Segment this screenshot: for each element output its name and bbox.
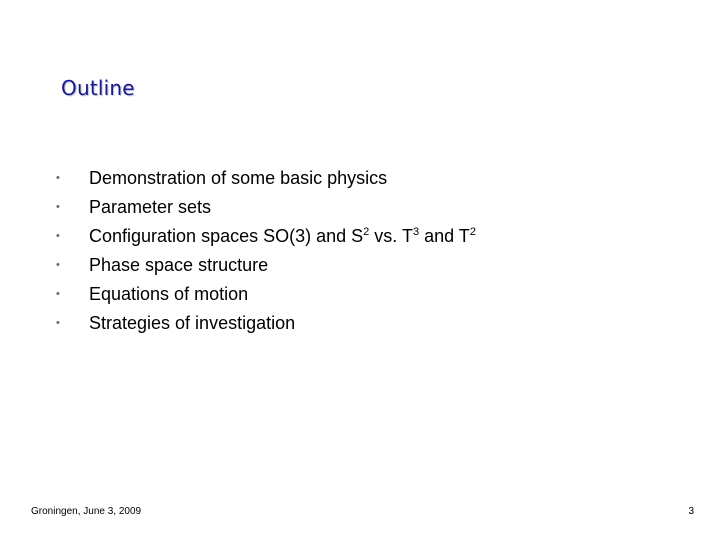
bullet-icon: • bbox=[56, 317, 60, 329]
bullet-item-configuration-spaces bbox=[56, 222, 476, 251]
bullet-item-parameter-sets bbox=[56, 193, 476, 222]
bullet-text-part-b: vs. T bbox=[369, 226, 413, 246]
superscript-s: 2 bbox=[363, 226, 370, 238]
bullet-text: Strategies of investigation bbox=[89, 313, 296, 333]
superscript-t3: 3 bbox=[412, 226, 420, 238]
bullet-icon: • bbox=[56, 288, 60, 300]
bullet-icon: • bbox=[56, 201, 60, 213]
bullet-text-part-c: and T bbox=[419, 226, 470, 246]
bullet-text-part-a: Configuration spaces SO(3) and S bbox=[89, 226, 364, 246]
bullet-text: Parameter sets bbox=[89, 197, 212, 217]
bullet-icon: • bbox=[56, 172, 60, 184]
bullet-text: Phase space structure bbox=[89, 255, 269, 275]
bullet-icon: • bbox=[56, 259, 60, 271]
bullet-item-phase-space bbox=[56, 251, 476, 280]
bullet-list bbox=[56, 164, 476, 338]
footer-location-date: Groningen, June 3, 2009 bbox=[31, 506, 142, 517]
superscript-t2: 2 bbox=[469, 226, 476, 238]
page-number: 3 bbox=[688, 506, 694, 517]
bullet-item-equations-of-motion bbox=[56, 280, 476, 309]
bullet-icon: • bbox=[56, 230, 60, 242]
bullet-text: Equations of motion bbox=[89, 284, 249, 304]
bullet-text: Demonstration of some basic physics bbox=[89, 168, 388, 188]
slide-title: Outline bbox=[61, 76, 135, 100]
bullet-item-strategies bbox=[56, 309, 476, 338]
bullet-item-physics bbox=[56, 164, 476, 193]
